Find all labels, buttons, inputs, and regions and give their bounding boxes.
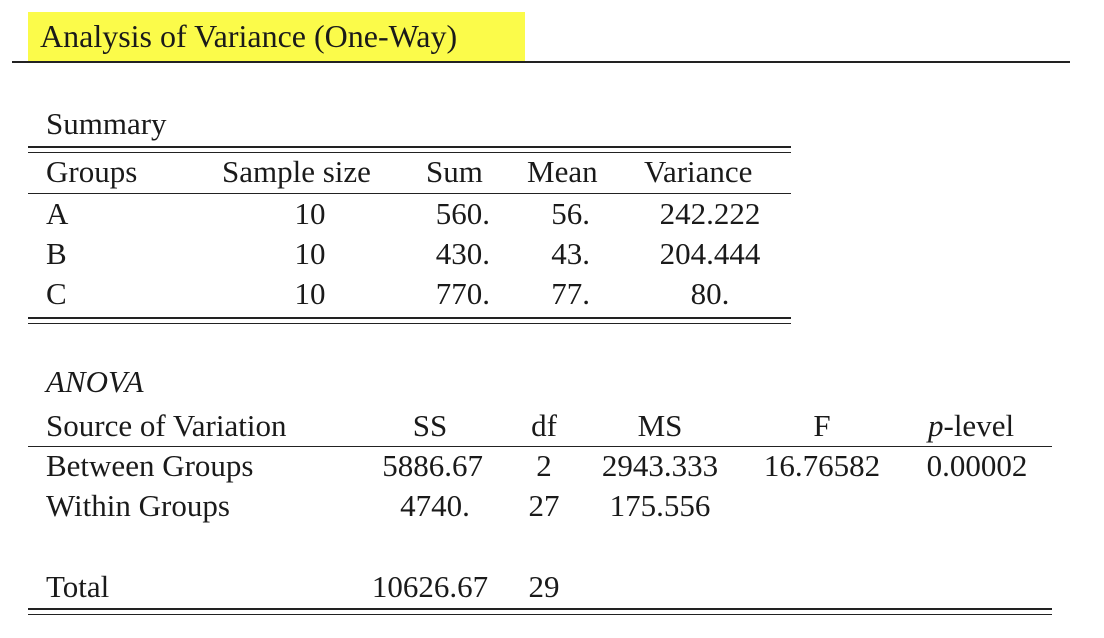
variance: 242.222 [659, 196, 761, 231]
mean: 77. [551, 276, 590, 311]
sum: 430. [435, 236, 490, 271]
summary-heading: Summary [46, 106, 167, 141]
group-name: A [46, 196, 69, 231]
df-value: 27 [528, 488, 560, 523]
summary-top-rule-2 [28, 152, 791, 153]
anova-col-df: df [531, 408, 557, 443]
variance: 204.444 [659, 236, 761, 271]
page-title: Analysis of Variance (One-Way) [40, 18, 458, 54]
summary-header-rule [28, 193, 791, 194]
title-rule [12, 61, 1070, 63]
source-label: Between Groups [46, 448, 254, 483]
source-label: Within Groups [46, 488, 230, 523]
anova-col-ms: MS [637, 408, 683, 443]
variance: 80. [690, 276, 730, 311]
summary-col-variance: Variance [644, 154, 753, 189]
ss-value: 4740. [400, 488, 470, 523]
sample-size: 10 [294, 196, 326, 231]
summary-bottom-rule-1 [28, 317, 791, 319]
sample-size: 10 [294, 236, 326, 271]
total-df: 29 [528, 569, 560, 604]
summary-col-sum: Sum [426, 154, 483, 189]
sum: 560. [435, 196, 490, 231]
anova-bottom-rule-2 [28, 614, 1052, 615]
total-label: Total [46, 569, 110, 604]
anova-col-f: F [813, 408, 831, 443]
summary-col-sample-size: Sample size [222, 154, 371, 189]
mean: 43. [551, 236, 590, 271]
ms-value: 2943.333 [601, 448, 719, 483]
summary-col-mean: Mean [527, 154, 598, 189]
anova-bottom-rule-1 [28, 608, 1052, 610]
sum: 770. [435, 276, 490, 311]
sample-size: 10 [294, 276, 326, 311]
total-ss: 10626.67 [371, 569, 489, 604]
df-value: 2 [536, 448, 552, 483]
anova-heading: ANOVA [46, 364, 144, 399]
p-value: 0.00002 [926, 448, 1028, 483]
ms-value: 175.556 [609, 488, 711, 523]
ss-value: 5886.67 [382, 448, 483, 483]
summary-top-rule-1 [28, 146, 791, 148]
group-name: C [46, 276, 67, 311]
f-value: 16.76582 [763, 448, 881, 483]
group-name: B [46, 236, 67, 271]
p-level-suffix: -level [943, 408, 1015, 443]
anova-col-p-level [928, 408, 1014, 444]
anova-col-source: Source of Variation [46, 408, 287, 443]
anova-col-ss: SS [412, 408, 448, 443]
anova-header-rule [28, 446, 1052, 447]
p-level-prefix: p [928, 408, 944, 443]
summary-bottom-rule-2 [28, 323, 791, 324]
summary-col-groups: Groups [46, 154, 138, 189]
mean: 56. [551, 196, 590, 231]
